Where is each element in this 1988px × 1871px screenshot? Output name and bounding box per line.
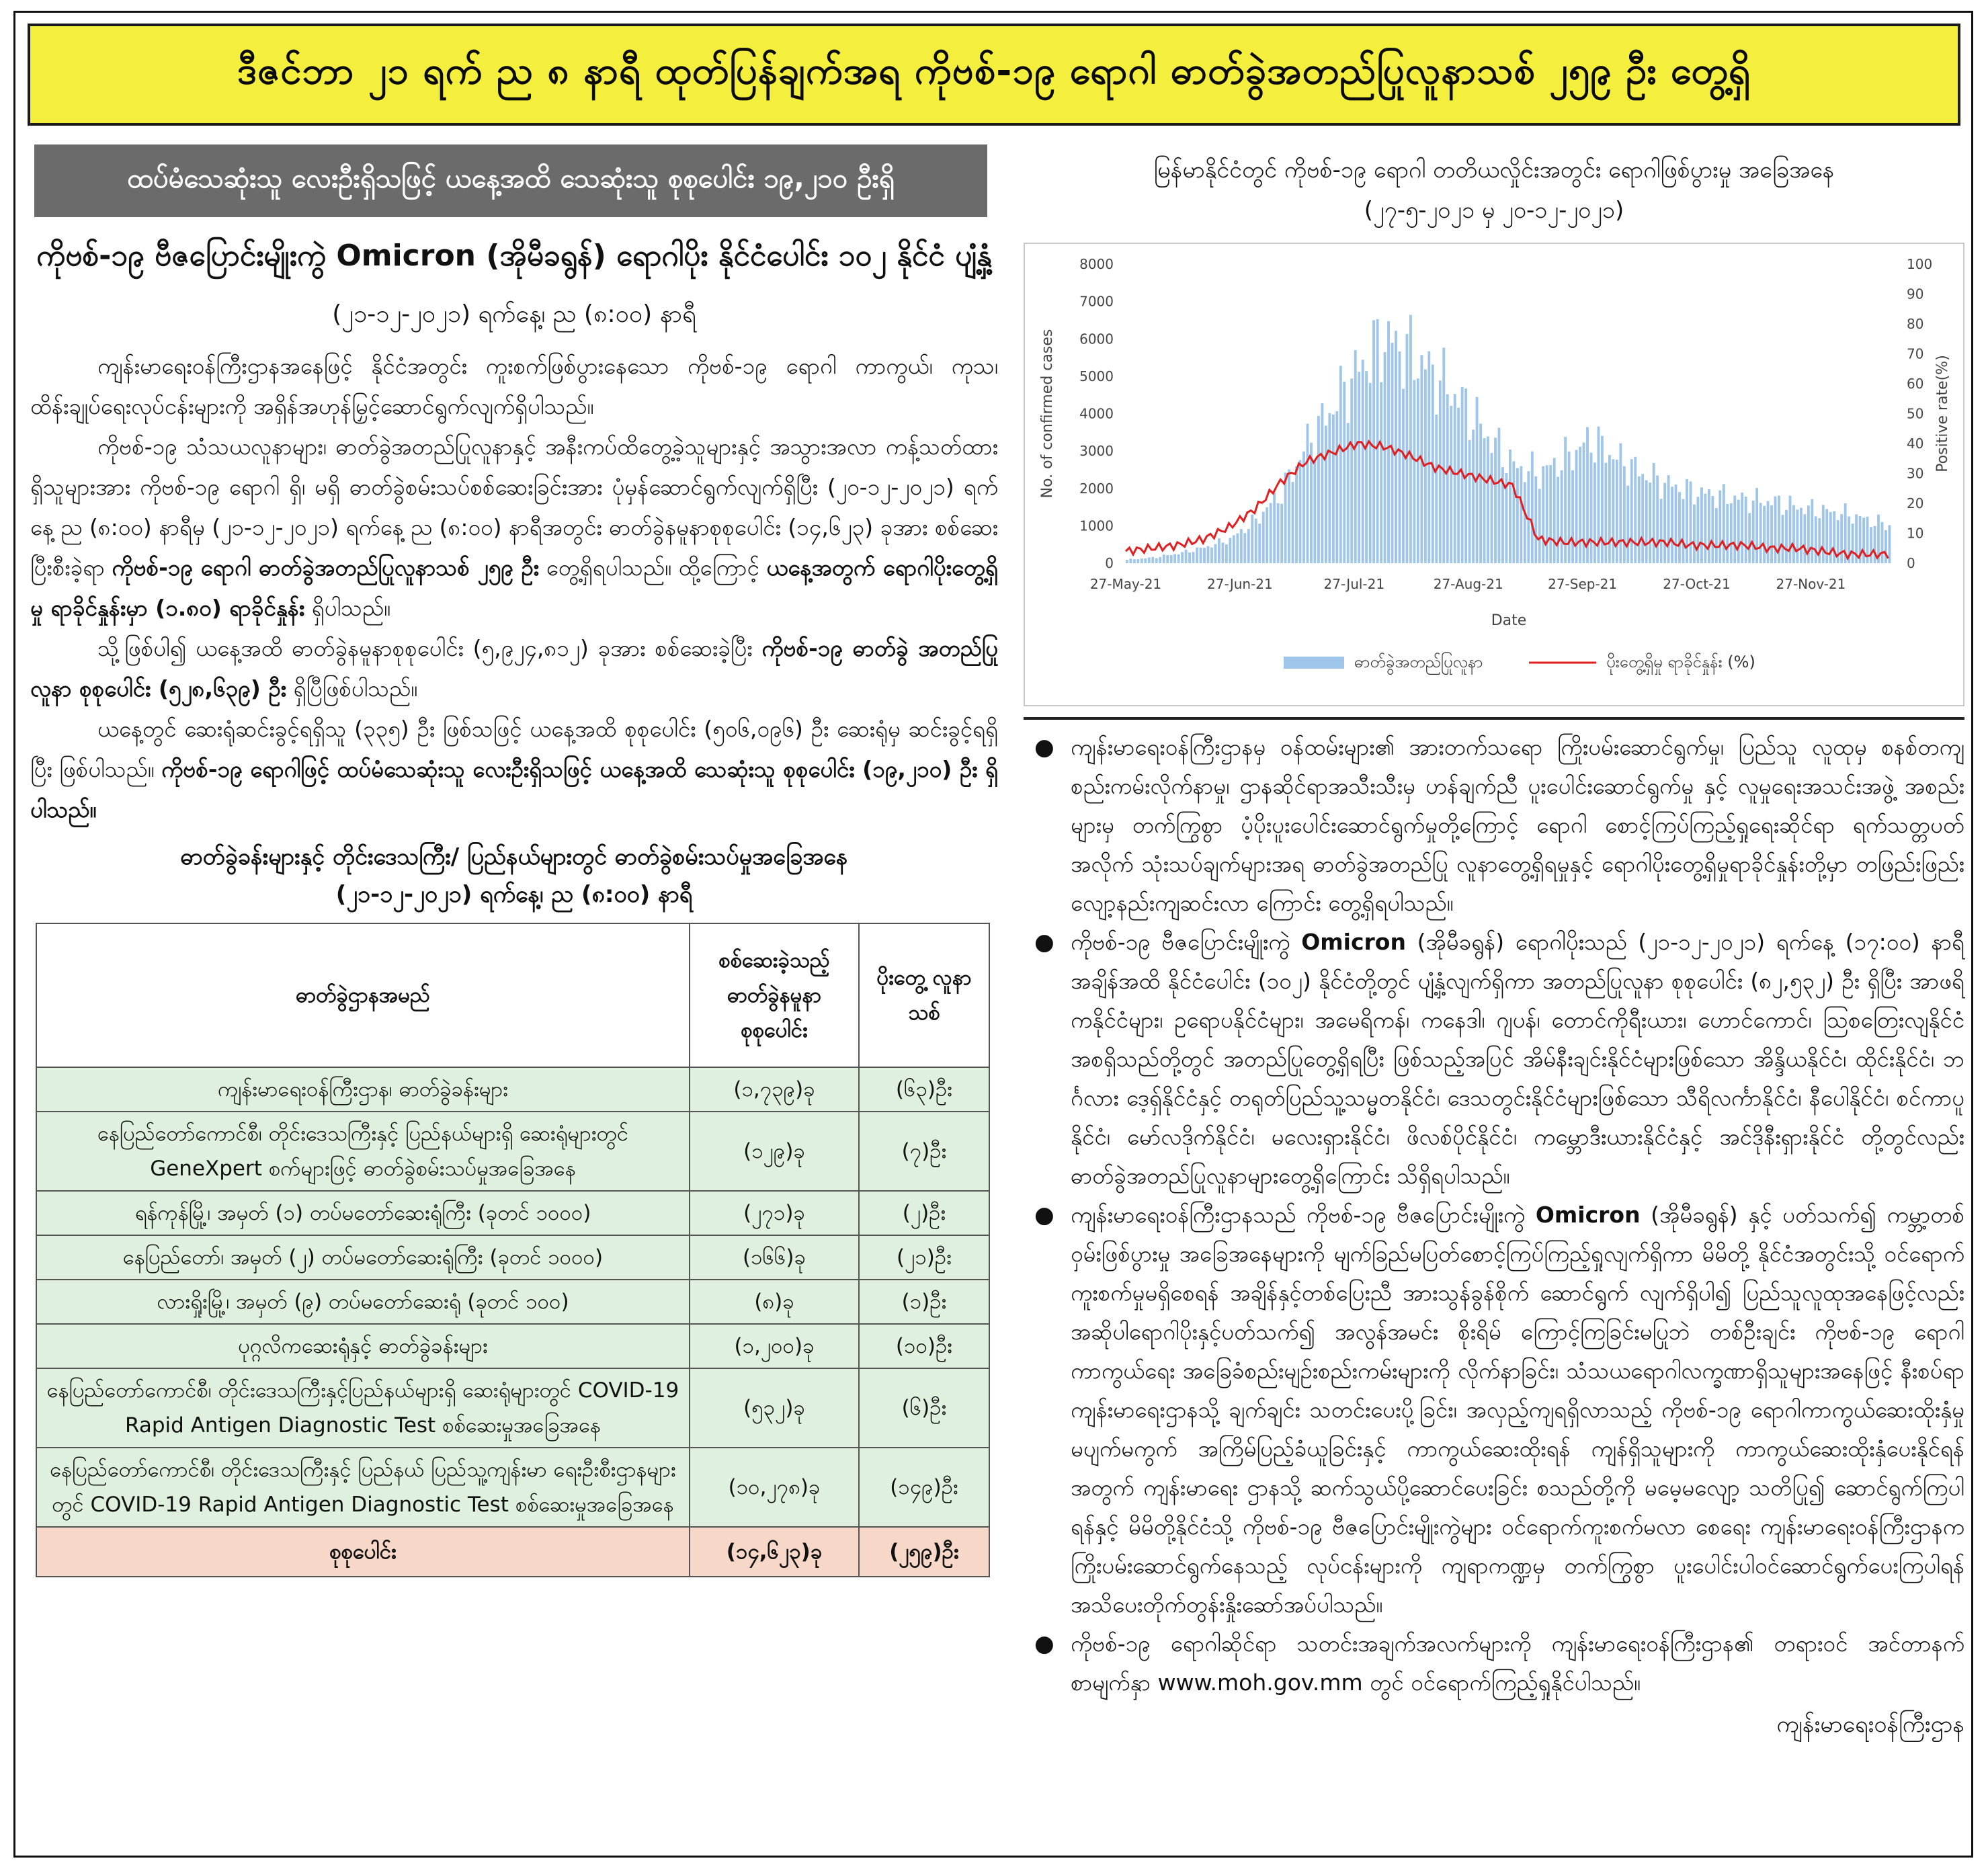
- case-bar: [1229, 538, 1231, 563]
- case-bar: [1177, 554, 1180, 563]
- case-bar: [1557, 477, 1559, 563]
- case-bar: [1233, 535, 1235, 563]
- case-bar: [1483, 438, 1486, 563]
- case-bar: [1561, 470, 1563, 563]
- case-bar: [1255, 519, 1257, 563]
- case-bar: [1509, 450, 1511, 563]
- case-bar: [1723, 484, 1725, 563]
- case-bar: [1825, 509, 1828, 563]
- case-bar: [1852, 524, 1854, 563]
- case-bar: [1335, 411, 1338, 563]
- case-bar: [1649, 483, 1651, 563]
- case-bar: [1741, 493, 1743, 563]
- case-bar: [1262, 512, 1265, 563]
- case-bar: [1406, 334, 1409, 563]
- press-release-page: [13, 11, 1973, 1858]
- bullet-list: [1024, 728, 1964, 1744]
- bullet-dot-icon: ●: [1034, 734, 1054, 761]
- case-bar: [1350, 378, 1353, 563]
- case-bar: [1840, 514, 1843, 563]
- y-tick-label: 7000: [1079, 293, 1114, 310]
- case-bar: [1372, 320, 1375, 563]
- table-row: [36, 1368, 989, 1448]
- case-bar: [1568, 452, 1571, 563]
- case-bar: [1273, 493, 1276, 563]
- table-total-row: [36, 1527, 989, 1577]
- case-bar: [1439, 380, 1442, 563]
- case-bar: [1601, 436, 1604, 563]
- case-bar: [1862, 517, 1865, 563]
- y-tick-label: 4000: [1079, 405, 1114, 422]
- case-bar: [1874, 526, 1876, 563]
- case-bar: [1641, 474, 1644, 563]
- y2-tick-label: 90: [1907, 286, 1924, 302]
- y2-tick-label: 0: [1907, 555, 1915, 571]
- case-bar: [1675, 485, 1678, 563]
- case-bar: [1266, 507, 1268, 563]
- case-bar: [1277, 503, 1280, 563]
- total-name: စုစုပေါင်း: [36, 1527, 690, 1577]
- case-bar: [1200, 548, 1202, 563]
- bullet-dot-icon: ●: [1034, 1202, 1054, 1229]
- case-bar: [1258, 524, 1261, 563]
- case-bar: [1207, 546, 1210, 563]
- case-bar: [1733, 496, 1736, 563]
- case-bar: [1284, 472, 1287, 563]
- case-bar: [1339, 366, 1342, 563]
- headline-banner: ဒီဇင်ဘာ ၂၁ ရက် ည ၈ နာရီ ထုတ်ပြန်ချက်အရ ကိုဗစ်-၁၉ ရောဂါ ဓာတ်ခွဲအတည်ပြုလူနာသစ် ၂၅၉ ဦး တွေ့ရှိ: [28, 24, 1960, 126]
- case-bar: [1770, 505, 1773, 563]
- case-bar: [1542, 466, 1544, 563]
- case-bar: [1151, 557, 1154, 563]
- issuer-signature: ကျန်းမာရေးဝန်ကြီးဌာန: [1776, 1711, 1964, 1738]
- case-bar: [1148, 557, 1151, 563]
- case-bar: [1247, 529, 1250, 563]
- case-bar: [1711, 496, 1714, 563]
- case-bar: [1656, 475, 1659, 563]
- case-bar: [1435, 415, 1438, 563]
- case-bar: [1354, 350, 1357, 563]
- case-bar: [1520, 466, 1522, 563]
- total-tests: (၁၄,၆၂၃)ခု: [690, 1527, 859, 1577]
- case-bar: [1593, 462, 1596, 563]
- case-bar: [1399, 351, 1401, 563]
- x-tick-label: 27-Oct-21: [1663, 576, 1731, 592]
- case-bar: [1605, 463, 1608, 563]
- case-bar: [1608, 455, 1611, 563]
- case-bar: [1292, 482, 1294, 563]
- chart-svg: [1025, 244, 1963, 705]
- cell-name: နေပြည်တော်၊ အမှတ် (၂) တပ်မတော်ဆေးရုံကြီး (ခုတင် ၁၀၀၀): [36, 1235, 690, 1280]
- case-bar: [1365, 371, 1368, 563]
- header-lab-name: ဓာတ်ခွဲဌာနအမည်: [36, 923, 690, 1067]
- case-bar: [1796, 509, 1799, 563]
- x-tick-label: 27-May-21: [1089, 576, 1162, 592]
- cell-positive: (၁)ဦး: [859, 1280, 989, 1324]
- cell-tests: (၈)ခု: [690, 1280, 859, 1324]
- bullet-item-2: ● ကိုဗစ်-၁၉ ဗီဇပြောင်းမျိုးကွဲ Omicron (အိုမီခရွန်) ရောဂါပိုးသည် (၂၁-၁၂-၂၀၂၁) ရက်နေ့ (၁၇:၀၀) နာရီအချိန်အထိ နိုင်ငံပေါင်း (၁၀၂) နိုင်ငံတို့တွင် ပျံ့နှံ့လျက်ရှိကာ အတည်ပြုလူနာ စုစုပေါင်း (၈၂,၅၃၂) ဦး ရှိပြီး အာဖရိကနိုင်ငံများ၊ ဥရောပနိုင်ငံများ၊ အမေရိကန်၊ ကနေဒါ၊ ဂျပန်၊ တောင်ကိုရီးယား၊ ဟောင်ကောင်၊ ဩစတြေးလျနိုင်ငံ အစရှိသည်တို့တွင် အတည်ပြုတွေ့ရှိရပြီး ဖြစ်သည့်အပြင် အိမ်နီးချင်းနိုင်ငံများဖြစ်သော အိန္ဒိယနိုင်ငံ၊ ထိုင်းနိုင်ငံ၊ ဘင်္ဂလား ဒေ့ရှ်နိုင်ငံနှင့် တရုတ်ပြည်သူ့သမ္မတနိုင်ငံ၊ ဒေသတွင်းနိုင်ငံများဖြစ်သော သီရိလင်္ကာနိုင်ငံ၊ နီပေါနိုင်ငံ၊ စင်ကာပူ နိုင်ငံ၊ မော်လဒိုက်နိုင်ငံ၊ မလေးရှားနိုင်ငံ၊ ဖိလစ်ပိုင်နိုင်ငံ၊ ကမ္ဘောဒီးယားနိုင်ငံနှင့် အင်ဒိုနီးရှားနိုင်ငံ တို့တွင်လည်း ဓာတ်ခွဲအတည်ပြုလူနာများတွေ့ရှိကြောင်း သိရှိရပါသည်။: [1024, 923, 1964, 1196]
- case-bar: [1524, 482, 1526, 563]
- case-bar: [1188, 552, 1191, 563]
- case-bar: [1782, 515, 1784, 563]
- cell-positive: (၂၁)ဦး: [859, 1235, 989, 1280]
- case-bar: [1358, 372, 1360, 563]
- case-bar: [1314, 460, 1317, 563]
- y2-tick-label: 60: [1907, 376, 1924, 392]
- cell-tests: (၁,၇၃၉)ခု: [690, 1067, 859, 1112]
- case-bar: [1818, 518, 1821, 563]
- case-bar: [1619, 443, 1622, 563]
- case-bar: [1402, 389, 1405, 563]
- case-bar: [1516, 468, 1519, 563]
- case-bar: [1700, 487, 1703, 563]
- x-tick-label: 27-Jul-21: [1323, 576, 1385, 592]
- case-bar: [1811, 499, 1813, 563]
- case-bar: [1546, 465, 1548, 563]
- case-bar: [1491, 453, 1493, 563]
- case-bar: [1671, 487, 1673, 563]
- header-positive: ပိုးတွေ့ လူနာသစ်: [859, 923, 989, 1067]
- y-tick-label: 5000: [1079, 368, 1114, 384]
- case-bar: [1214, 544, 1217, 563]
- lab-testing-table: [36, 923, 990, 1577]
- cell-positive: (၂)ဦး: [859, 1191, 989, 1235]
- cell-tests: (၂၇၁)ခု: [690, 1191, 859, 1235]
- bullet-dot-icon: ●: [1034, 1630, 1054, 1657]
- chart-title: မြန်မာနိုင်ငံတွင် ကိုဗစ်-၁၉ ရောဂါ တတိယလှိုင်းအတွင်း ရောဂါဖြစ်ပွားမှု အခြေအနေ (၂၇-၅-၂၀၂၁ မှ ၂၀-၁၂-၂၀၂၁): [1153, 157, 1835, 224]
- case-bar: [1690, 481, 1692, 563]
- case-bar: [1571, 470, 1574, 563]
- case-bar: [1155, 558, 1158, 563]
- case-bar: [1170, 555, 1173, 563]
- case-bar: [1815, 516, 1817, 563]
- lab-table-title: ဓာတ်ခွဲခန်းများနှင့် တိုင်းဒေသကြီး/ ပြည်နယ်များတွင် ဓာတ်ခွဲစမ်းသပ်မှုအခြေအနေ (၂၁-၁၂-၂၀၂၁) ရက်နေ့၊ ည (၈:၀၀) နာရီ: [180, 843, 848, 908]
- case-bar: [1413, 380, 1416, 563]
- y2-tick-label: 70: [1907, 345, 1924, 362]
- case-bar: [1678, 492, 1681, 563]
- case-bar: [1427, 351, 1430, 563]
- table-row: [36, 1067, 989, 1112]
- case-bar: [1829, 512, 1832, 563]
- cell-tests: (၁၀,၂၇၈)ခု: [690, 1448, 859, 1527]
- case-bar: [1612, 459, 1614, 563]
- case-bar: [1240, 529, 1243, 563]
- case-bar: [1395, 331, 1397, 563]
- case-bar: [1196, 548, 1198, 563]
- y-tick-label: 1000: [1079, 517, 1114, 534]
- table-row: [36, 1112, 989, 1191]
- case-bar: [1126, 560, 1128, 563]
- y2-tick-label: 40: [1907, 435, 1924, 452]
- case-bar: [1409, 315, 1412, 563]
- case-bar: [1380, 382, 1382, 563]
- case-bar: [1270, 503, 1272, 563]
- y-tick-label: 0: [1105, 555, 1114, 571]
- y2-tick-label: 10: [1907, 525, 1924, 542]
- paragraph-1: ကျန်းမာရေးဝန်ကြီးဌာနအနေဖြင့် နိုင်ငံအတွင်း ကူးစက်ဖြစ်ပွားနေသော ကိုဗစ်-၁၉ ရောဂါ ကာကွယ်၊ ကုသ၊ ထိန်းချုပ်ရေးလုပ်ငန်းများကို အရှိန်အဟုန်မြှင့်ဆောင်ရွက်လျက်ရှိပါသည်။: [30, 353, 998, 419]
- death-toll-bar: ထပ်မံသေဆုံးသူ လေးဦးရှိသဖြင့် ယနေ့အထိ သေဆုံးသူ စုစုပေါင်း ၁၉,၂၁၀ ဦးရှိ: [34, 144, 987, 217]
- case-bar: [1218, 538, 1220, 563]
- y-tick-label: 2000: [1079, 480, 1114, 497]
- case-bar: [1498, 428, 1501, 563]
- table-row: [36, 1448, 989, 1527]
- case-bar: [1487, 436, 1489, 563]
- case-bar: [1645, 481, 1648, 563]
- case-bar: [1376, 319, 1379, 563]
- case-bar: [1531, 452, 1534, 563]
- omicron-headline: ကိုဗစ်-၁၉ ဗီဇပြောင်းမျိုးကွဲ Omicron (အိုမီခရွန်) ရောဂါပိုး နိုင်ငံပေါင်း ၁၀၂ နိုင်ငံ ပျံ့နှံ့: [36, 239, 992, 273]
- case-bar: [1534, 476, 1537, 563]
- case-bar: [1166, 555, 1169, 563]
- cell-positive: (၆၃)ဦး: [859, 1067, 989, 1112]
- case-bar: [1343, 382, 1345, 563]
- case-bar: [1321, 403, 1323, 563]
- case-bar: [1442, 347, 1445, 563]
- cell-name: လားရှိုးမြို့၊ အမှတ် (၉) တပ်မတော်ဆေးရုံ (ခုတင် ၁၀၀): [36, 1280, 690, 1324]
- case-bar: [1785, 510, 1788, 563]
- bullet-dot-icon: ●: [1034, 929, 1054, 956]
- case-bar: [1718, 491, 1721, 563]
- case-bar: [1579, 447, 1581, 563]
- case-bar: [1225, 544, 1228, 563]
- y2-tick-label: 100: [1907, 256, 1933, 272]
- left-column: [30, 144, 998, 1577]
- case-bar: [1638, 476, 1641, 563]
- case-bar: [1192, 552, 1195, 563]
- paragraph-2: ကိုဗစ်-၁၉ သံသယလူနာများ၊ ဓာတ်ခွဲအတည်ပြုလူနာနှင့် အနီးကပ်ထိတွေ့ခဲ့သူများနှင့် အသွားအလာ ကန့်သတ်ထားရှိသူများအား ကိုဗစ်-၁၉ ရောဂါ ရှိ၊ မရှိ ဓာတ်ခွဲစမ်းသပ်စစ်ဆေးခြင်းအား ပုံမှန်ဆောင်ရွက်လျက်ရှိပြီး (၂၀-၁၂-၂၀၂၁) ရက်နေ့ ည (၈:၀၀) နာရီမှ (၂၁-၁၂-၂၀၂၁) ရက်နေ့ ည (၈:၀၀) နာရီအတွင်း ဓာတ်ခွဲနမူနာစုစုပေါင်း (၁၄,၆၂၃) ခုအား စစ်ဆေးပြီးစီးခဲ့ရာ ကိုဗစ်-၁၉ ရောဂါ ဓာတ်ခွဲအတည်ပြုလူနာသစ် ၂၅၉ ဦး တွေ့ရှိရပါသည်။ ထို့ကြောင့် ယနေ့အတွက် ရောဂါပိုးတွေ့ရှိမှု ရာခိုင်နှုန်းမှာ (၁.၈၀) ရာခိုင်နှုန်း ရှိပါသည်။: [30, 433, 998, 621]
- paragraph-3: သို့ဖြစ်ပါ၍ ယနေ့အထိ ဓာတ်ခွဲနမူနာစုစုပေါင်း (၅,၉၂၄,၈၁၂) ခုအား စစ်ဆေးခဲ့ပြီး ကိုဗစ်-၁၉ ဓာတ်ခွဲ အတည်ပြုလူနာ စုစုပေါင်း (၅၂၈,၆၃၉) ဦး ရှိပြီဖြစ်ပါသည်။: [30, 635, 998, 702]
- case-bar: [1663, 483, 1666, 563]
- case-bar: [1288, 469, 1290, 563]
- table-row: [36, 1324, 989, 1368]
- column-divider: [1024, 717, 1964, 720]
- case-bar: [1280, 504, 1283, 563]
- case-bar: [1163, 554, 1165, 563]
- case-bar: [1730, 503, 1733, 563]
- case-bar: [1181, 552, 1184, 563]
- case-bar: [1800, 508, 1803, 563]
- case-bar: [1222, 542, 1225, 563]
- case-bar: [1468, 440, 1471, 563]
- case-bar: [1136, 559, 1139, 563]
- table-row: [36, 1191, 989, 1235]
- case-bar: [1626, 486, 1629, 563]
- case-bar: [1243, 533, 1246, 563]
- case-bar: [1210, 548, 1213, 563]
- case-bar: [1387, 321, 1390, 563]
- case-bar: [1185, 550, 1188, 563]
- y2-axis-title: Positive rate(%): [1934, 355, 1951, 472]
- case-bar: [1653, 463, 1655, 563]
- case-bar: [1538, 489, 1541, 563]
- cell-tests: (၁၂၉)ခု: [690, 1112, 859, 1191]
- case-bar: [1317, 416, 1320, 563]
- y2-tick-label: 30: [1907, 465, 1924, 482]
- case-bar: [1454, 394, 1456, 563]
- case-bar: [1129, 558, 1132, 563]
- cell-tests: (၁၆၆)ခု: [690, 1235, 859, 1280]
- case-bar: [1325, 425, 1327, 563]
- case-bar: [1133, 559, 1136, 563]
- case-bar: [1417, 378, 1419, 563]
- case-bar: [1623, 466, 1626, 563]
- case-bar: [1295, 466, 1298, 563]
- y2-tick-label: 50: [1907, 405, 1924, 422]
- case-bar: [1553, 458, 1556, 563]
- case-bar: [1236, 534, 1239, 563]
- x-tick-label: 27-Sep-21: [1548, 576, 1618, 592]
- table-row: [36, 1235, 989, 1280]
- case-bar: [1479, 423, 1482, 563]
- case-bar: [1328, 413, 1331, 563]
- legend-bar-swatch: [1284, 657, 1344, 669]
- x-tick-label: 27-Nov-21: [1776, 576, 1846, 592]
- cell-positive: (၇)ဦး: [859, 1112, 989, 1191]
- right-column: [1024, 144, 1965, 1738]
- cell-name: နေပြည်တော်ကောင်စီ၊ တိုင်းဒေသကြီးနှင့် ပြည်နယ် ပြည်သူ့ကျန်းမာ ရေးဦးစီးဌာနများတွင် COVID-19 Rapid Antigen Diagnostic Test စစ်ဆေးမှုအခြေအနေ: [36, 1448, 690, 1527]
- cell-positive: (၁၄၉)ဦး: [859, 1448, 989, 1527]
- x-axis-title: Date: [1491, 612, 1527, 629]
- case-bar: [1332, 415, 1335, 563]
- cell-name: နေပြည်တော်ကောင်စီ၊ တိုင်းဒေသကြီးနှင့် ပြည်နယ်များရှိ ဆေးရုံများတွင် GeneXpert စက်များဖြင့် ဓာတ်ခွဲစမ်းသပ်မှုအခြေအနေ: [36, 1112, 690, 1191]
- case-bar: [1159, 557, 1161, 563]
- case-bar: [1667, 475, 1670, 563]
- legend-line-label: ပိုးတွေ့ရှိမှု ရာခိုင်နှုန်း (%): [1606, 653, 1755, 671]
- case-bar: [1748, 513, 1751, 563]
- y-tick-label: 6000: [1079, 331, 1114, 347]
- case-bar: [1755, 488, 1758, 563]
- case-bar: [1494, 438, 1497, 563]
- case-bar: [1767, 501, 1770, 563]
- x-tick-label: 27-Aug-21: [1433, 576, 1503, 592]
- y-tick-label: 3000: [1079, 443, 1114, 460]
- y2-tick-label: 20: [1907, 495, 1924, 511]
- case-bar: [1704, 494, 1706, 563]
- y2-tick-label: 80: [1907, 316, 1924, 332]
- bullet-item-4: ● ကိုဗစ်-၁၉ ရောဂါဆိုင်ရာ သတင်းအချက်အလက်များကို ကျန်းမာရေးဝန်ကြီးဌာန၏ တရားဝင် အင်တာနက်စာမျက်နှာ www.moh.gov.mm တွင် ဝင်ရောက်ကြည့်ရှုနိုင်ပါသည်။: [1024, 1624, 1964, 1702]
- case-bar: [1251, 515, 1253, 563]
- header-tests: စစ်ဆေးခဲ့သည့် ဓာတ်ခွဲနမူနာ စုစုပေါင်း: [690, 923, 859, 1067]
- case-bar: [1590, 453, 1593, 563]
- case-bar: [1726, 504, 1729, 563]
- case-bar: [1693, 505, 1696, 563]
- legend-bar-label: ဓာတ်ခွဲအတည်ပြုလူနာ: [1354, 653, 1483, 671]
- case-bar: [1708, 489, 1710, 563]
- case-bar: [1881, 522, 1884, 563]
- case-bar: [1737, 500, 1740, 563]
- case-bar: [1759, 503, 1762, 563]
- case-bar: [1203, 548, 1206, 563]
- case-bar: [1763, 506, 1766, 563]
- case-bar: [1885, 530, 1887, 563]
- cell-positive: (၁၀)ဦး: [859, 1324, 989, 1368]
- total-positive: (၂၅၉)ဦး: [859, 1527, 989, 1577]
- case-bar: [1774, 496, 1777, 563]
- case-bar: [1686, 479, 1688, 563]
- table-row: [36, 1280, 989, 1324]
- report-date: (၂၁-၁၂-၂၀၂၁) ရက်နေ့၊ ည (၈:၀၀) နာရီ: [332, 300, 696, 328]
- case-bar: [1616, 460, 1618, 563]
- case-bar: [1141, 558, 1143, 563]
- cell-tests: (၁,၂၀၀)ခု: [690, 1324, 859, 1368]
- case-bar: [1660, 499, 1663, 563]
- paragraph-4: ယနေ့တွင် ဆေးရုံဆင်းခွင့်ရရှိသူ (၃၃၅) ဦး ဖြစ်သဖြင့် ယနေ့အထိ စုစုပေါင်း (၅၀၆,၀၉၆) ဦး ဆေးရုံမှ ဆင်းခွင့်ရရှိပြီး ဖြစ်ပါသည်။ ကိုဗစ်-၁၉ ရောဂါဖြင့် ထပ်မံသေဆုံးသူ လေးဦးရှိသဖြင့် ယနေ့အထိ သေဆုံးသူ စုစုပေါင်း (၁၉,၂၁၀) ဦး ရှိပါသည်။: [30, 716, 998, 823]
- case-bar: [1512, 461, 1515, 563]
- case-bar: [1457, 408, 1460, 563]
- case-bar: [1450, 406, 1452, 563]
- case-bar: [1446, 394, 1449, 563]
- case-bar: [1792, 505, 1795, 563]
- third-wave-chart: [1024, 243, 1964, 706]
- case-bar: [1789, 496, 1792, 563]
- cell-name: ရန်ကုန်မြို့၊ အမှတ် (၁) တပ်မတော်ဆေးရုံကြီး (ခုတင် ၁၀၀၀): [36, 1191, 690, 1235]
- case-bar: [1472, 429, 1475, 563]
- y-tick-label: 8000: [1079, 256, 1114, 272]
- case-bar: [1715, 508, 1718, 563]
- case-bar: [1870, 527, 1872, 563]
- cell-name: ပုဂ္ဂလိကဆေးရုံနှင့် ဓာတ်ခွဲခန်းများ: [36, 1324, 690, 1368]
- case-bar: [1362, 360, 1364, 563]
- case-bar: [1299, 460, 1302, 563]
- case-bar: [1630, 459, 1633, 563]
- case-bar: [1697, 497, 1700, 563]
- bullet-item-3: ● ကျန်းမာရေးဝန်ကြီးဌာနသည် ကိုဗစ်-၁၉ ဗီဇပြောင်းမျိုးကွဲ Omicron (အိုမီခရွန်) နှင့် ပတ်သက်၍ ကမ္ဘာ့တစ်ဝှမ်းဖြစ်ပွားမှု အခြေအနေများကို မျက်ခြည်မပြတ်စောင့်ကြပ်ကြည့်ရှုလျက်ရှိကာ မိမိတို့ နိုင်ငံအတွင်းသို့ ဝင်ရောက်ကူးစက်မှုမရှိစေရန် အချိန်နှင့်တစ်ပြေးညီ အားသွန်ခွန်စိုက် ဆောင်ရွက် လျက်ရှိပါ၍ ပြည်သူလူထုအနေဖြင့်လည်း အဆိုပါရောဂါပိုးနှင့်ပတ်သက်၍ အလွန်အမင်း စိုးရိမ် ကြောင့်ကြခြင်းမပြုဘဲ တစ်ဦးချင်း ကိုဗစ်-၁၉ ရောဂါ ကာကွယ်ရေး အခြေခံစည်းမျဉ်းစည်းကမ်းများကို လိုက်နာခြင်း၊ သံသယရောဂါလက္ခဏာရှိသူများအနေဖြင့် နီးစပ်ရာကျန်းမာရေးဌာနသို့ ချက်ချင်း သတင်းပေးပို့ခြင်း၊ အလှည့်ကျရရှိလာသည့် ကိုဗစ်-၁၉ ရောဂါကာကွယ်ဆေးထိုးနှံမှု မပျက်မကွက် အကြိမ်ပြည့်ခံယူခြင်းနှင့် ကာကွယ်ဆေးထိုးရန် ကျန်ရှိသူများကို ကာကွယ်ဆေးထိုးနှံပေးနိုင်ရန် အတွက် ကျန်းမာရေး ဌာနသို့ ဆက်သွယ်ပို့ဆောင်ပေးခြင်း စသည်တို့ကို မမေ့မလျော့ သတိပြု၍ ဆောင်ရွက်ကြပါရန်နှင့် မိမိတို့နိုင်ငံသို့ ကိုဗစ်-၁၉ ဗီဇပြောင်းမျိုးကွဲများ ဝင်ရောက်ကူးစက်မလာ စေရေး ကျန်းမာရေးဝန်ကြီးဌာနက ကြိုးပမ်းဆောင်ရွက်နေသည့် လုပ်ငန်းများကို ကျရာကဏ္ဍမှ တက်ကြွစွာ ပူးပေါင်းပါဝင်ဆောင်ရွက်ပေးကြပါရန် အသိပေးတိုက်တွန်းနှိုးဆော်အပ်ပါသည်။: [1024, 1196, 1964, 1624]
- bullet-item-1: ● ကျန်းမာရေးဝန်ကြီးဌာနမှ ဝန်ထမ်းများ၏ အားတက်သရော ကြိုးပမ်းဆောင်ရွက်မှု၊ ပြည်သူ လူထုမှ စနစ်တကျ စည်းကမ်းလိုက်နာမှု၊ ဌာနဆိုင်ရာအသီးသီးမှ ဟန်ချက်ညီ ပူးပေါင်းဆောင်ရွက်မှု နှင့် လူမှုရေးအသင်းအဖွဲ့ အစည်းများမှ တက်ကြွစွာ ပံ့ပိုးပူးပေါင်းဆောင်ရွက်မှုတို့ကြောင့် ရောဂါ စောင့်ကြပ်ကြည့်ရှုရေးဆိုင်ရာ ရက်သတ္တပတ်အလိုက် သုံးသပ်ချက်များအရ ဓာတ်ခွဲအတည်ပြု လူနာတွေ့ရှိရမှုနှင့် ရောဂါပိုးတွေ့ရှိမှုရာခိုင်နှုန်းတို့မှာ တဖြည်းဖြည်း လျော့နည်းကျဆင်းလာ ကြောင်း တွေ့ရှိရပါသည်။: [1024, 728, 1964, 923]
- case-bar: [1369, 383, 1372, 563]
- case-bar: [1634, 457, 1637, 563]
- cell-name: နေပြည်တော်ကောင်စီ၊ တိုင်းဒေသကြီးနှင့်ပြည်နယ်များရှိ ဆေးရုံများတွင် COVID-19 Rapid Antigen Diagnostic Test စစ်ဆေးမှုအခြေအနေ: [36, 1368, 690, 1448]
- report-body: [30, 346, 998, 830]
- case-bar: [1307, 424, 1309, 563]
- case-bar: [1384, 352, 1386, 563]
- case-bar: [1549, 465, 1552, 563]
- case-bar: [1745, 497, 1747, 563]
- x-tick-label: 27-Jun-21: [1207, 576, 1273, 592]
- case-bar: [1822, 505, 1825, 563]
- case-bar: [1173, 554, 1176, 563]
- cell-positive: (၆)ဦး: [859, 1368, 989, 1448]
- case-bar: [1682, 499, 1685, 563]
- case-bar: [1302, 452, 1305, 563]
- cell-tests: (၅၃၂)ခု: [690, 1368, 859, 1448]
- case-bar: [1144, 558, 1147, 563]
- case-bar: [1752, 501, 1755, 563]
- case-bar: [1803, 514, 1806, 563]
- cell-name: ကျန်းမာရေးဝန်ကြီးဌာန၊ ဓာတ်ခွဲခန်းများ: [36, 1067, 690, 1112]
- y-axis-title: No. of confirmed cases: [1039, 329, 1056, 499]
